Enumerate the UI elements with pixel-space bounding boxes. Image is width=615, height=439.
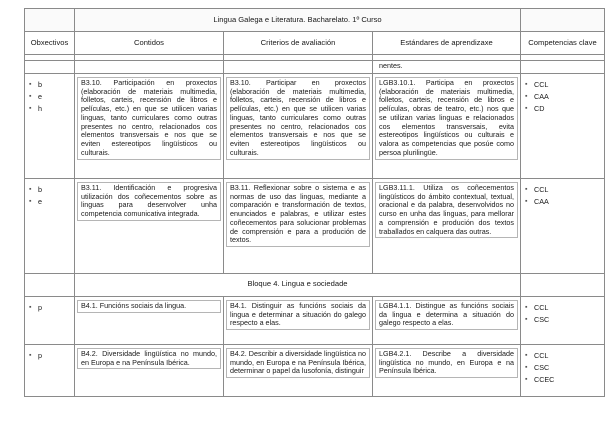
bullet-icon: ▪ — [29, 185, 32, 193]
criteria-text: B3.10. Participar en proxectos (elaboración de materiais multimedia, folletos, carteis, recensión de libros e películas, etc.) en que se utilicen varias linguas, tanto curriculares como outras presentes no centro, relacionados cos elementos transversais e nos que se eviten estereotipos lingüísticos ou culturais. — [226, 77, 370, 160]
bullet-icon: ▪ — [525, 351, 528, 359]
list-item: ▪ CAA — [525, 196, 549, 206]
bullet-icon: ▪ — [525, 375, 528, 383]
list-item: ▪ CCL — [525, 184, 549, 194]
list-item: ▪ CSC — [525, 362, 550, 372]
table-title: Lingua Galega e Literatura. Bacharelato. 1º Curso — [75, 9, 521, 32]
bullet-icon: ▪ — [525, 92, 528, 100]
standard-text: LGB4.1.1. Distingue as funcións sociais da lingua e determina a situación do galego respecto a elas. — [375, 300, 518, 330]
bullet-icon: ▪ — [525, 363, 528, 371]
content-text: B3.10. Participación en proxectos (elaboración de materiais multimedia, folletos, carteis, recensión de libros e películas, etc.) en que se utilicen varias linguas, tanto curriculares como outras presentes no centro, relacionados cos elementos transversais e nos que se eviten estereotipos lingüísticos ou culturais. — [77, 77, 221, 160]
bullet-icon: ▪ — [29, 351, 32, 359]
bullet-icon: ▪ — [525, 104, 528, 112]
list-item: ▪ e — [29, 196, 42, 206]
table-row — [25, 73, 605, 178]
block-heading-row — [25, 273, 605, 296]
list-item: ▪ CSC — [525, 314, 550, 324]
bullet-icon: ▪ — [29, 80, 32, 88]
competencies-list — [524, 184, 604, 208]
bullet-icon: ▪ — [525, 315, 528, 323]
list-item: ▪ CCEC — [525, 374, 555, 384]
bullet-icon: ▪ — [29, 303, 32, 311]
list-item: ▪ CCL — [525, 350, 549, 360]
bullet-icon: ▪ — [525, 197, 528, 205]
list-item: ▪ CD — [525, 103, 545, 113]
list-item: ▪ CCL — [525, 302, 549, 312]
objectives-list — [28, 79, 74, 115]
table-row — [25, 178, 605, 273]
content-text: B3.11. Identificación e progresiva utilización dos coñecementos sobre as linguas para desenvolver unha competencia comunicativa integrada. — [77, 182, 221, 221]
list-item: ▪ e — [29, 91, 42, 101]
content-text: B4.1. Funcións sociais da lingua. — [77, 300, 221, 313]
list-item: ▪ b — [29, 79, 42, 89]
list-item: ▪ h — [29, 103, 42, 113]
criteria-text: B4.2. Describir a diversidade lingüística no mundo, en Europa e na Península Ibérica, determinar o papel da lusofonía, distinguir — [226, 348, 370, 378]
column-header-competencies: Competencias clave — [521, 32, 605, 55]
objectives-list — [28, 302, 74, 314]
list-item: ▪ b — [29, 184, 42, 194]
bullet-icon: ▪ — [29, 197, 32, 205]
bullet-icon: ▪ — [525, 80, 528, 88]
standard-text: LGB3.11.1. Utiliza os coñecementos lingüísticos do ámbito contextual, textual, oracional e da palabra, desenvolvidos no curso en unha das linguas, para mellorar a comprensión e produción dos textos traballados en calquera das outras. — [375, 182, 518, 239]
criteria-text: B3.11. Reflexionar sobre o sistema e as normas de uso das linguas, mediante a comparación e transformación de textos, enunciados e palabras, e utilizar estes coñecementos para solucionar problemas de comprensión e para a produción de textos. — [226, 182, 370, 247]
column-header-content: Contidos — [75, 32, 224, 55]
column-header-standards: Estándares de aprendizaxe — [373, 32, 521, 55]
list-item: ▪ p — [29, 302, 42, 312]
column-header-row — [25, 32, 605, 55]
corner-cell — [25, 9, 75, 32]
list-item: ▪ CCL — [525, 79, 549, 89]
objectives-list — [28, 184, 74, 208]
continuation-text: nentes. — [379, 61, 403, 70]
column-header-criteria: Criterios de avaliación — [224, 32, 373, 55]
bullet-icon: ▪ — [525, 303, 528, 311]
competencies-list — [524, 350, 604, 386]
bullet-icon: ▪ — [29, 92, 32, 100]
standard-text: LGB3.10.1. Participa en proxectos (elaboración de materiais multimedia, folletos, carteis, recensión de libros e películas, obras de teatro, etc.) nos que se utilizan varias linguas e relacionados cos elementos transversais, evita estereotipos lingüísticos ou culturais e valora as competencias que posúe como persoa plurilingüe. — [375, 77, 518, 160]
title-row — [25, 9, 605, 32]
table-row — [25, 296, 605, 344]
list-item: ▪ p — [29, 350, 42, 360]
standard-text: LGB4.2.1. Describe a diversidade lingüística no mundo, en Europa e na Península Ibérica. — [375, 348, 518, 378]
block-heading: Bloque 4. Lingua e sociedade — [75, 273, 521, 296]
continuation-row — [25, 61, 605, 74]
column-header-objectives: Obxectivos — [25, 32, 75, 55]
list-item: ▪ CAA — [525, 91, 549, 101]
competencies-list — [524, 302, 604, 326]
bullet-icon: ▪ — [525, 185, 528, 193]
criteria-text: B4.1. Distinguir as funcións sociais da lingua e determinar a situación do galego respecto a elas. — [226, 300, 370, 330]
curriculum-table — [24, 8, 605, 397]
table-row — [25, 344, 605, 396]
competencies-list — [524, 79, 604, 115]
content-text: B4.2. Diversidade lingüística no mundo, en Europa e na Península Ibérica. — [77, 348, 221, 370]
bullet-icon: ▪ — [29, 104, 32, 112]
corner-cell — [521, 9, 605, 32]
objectives-list — [28, 350, 74, 362]
